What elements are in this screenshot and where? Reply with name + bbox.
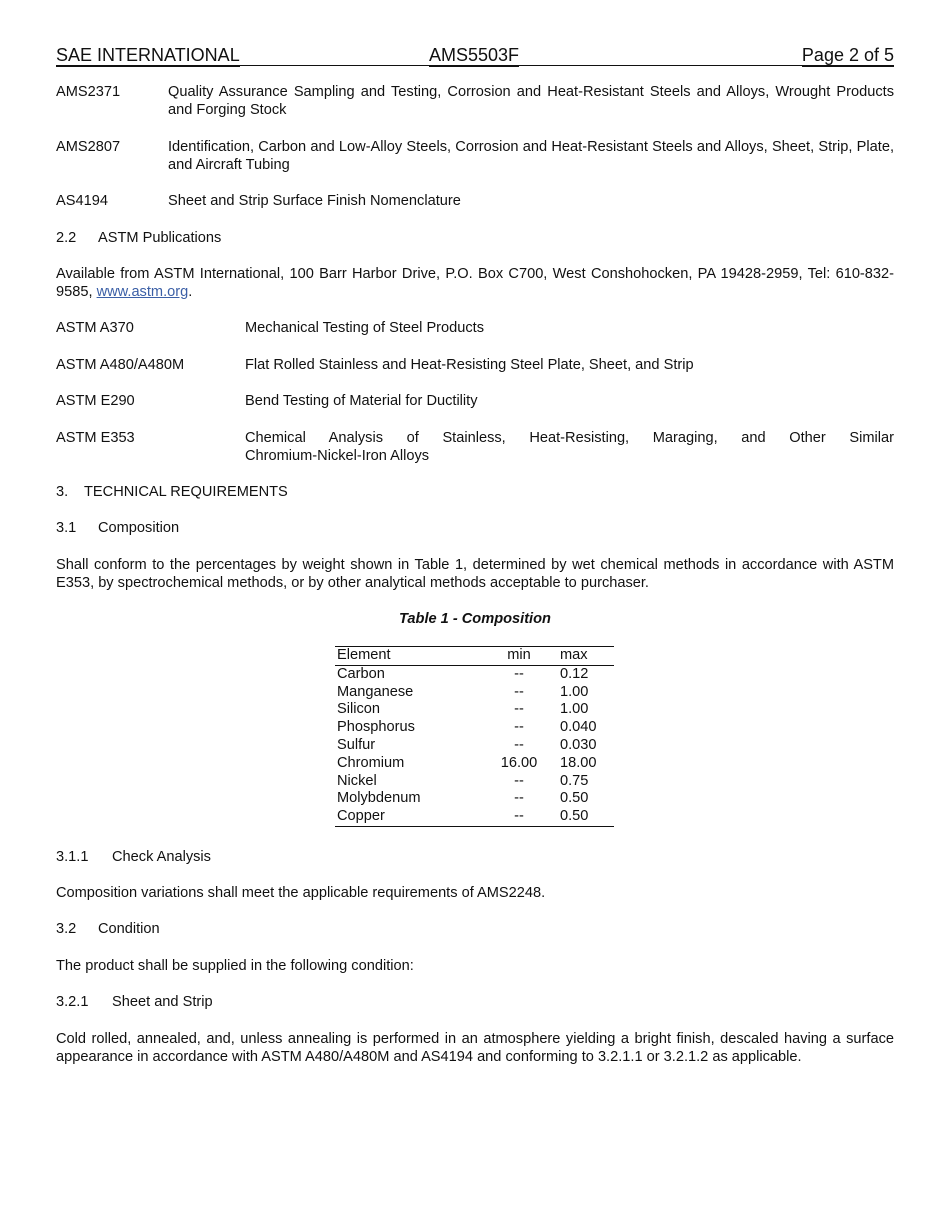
ref-title: Flat Rolled Stainless and Heat-Resisting Steel Plate, Sheet, and Strip [245, 357, 694, 373]
section-number: 3.2 [56, 921, 77, 937]
cell-max: 0.030 [560, 736, 597, 753]
section-number: 3.2.1 [56, 994, 89, 1010]
header-doc-number: AMS5503F [429, 45, 520, 65]
cell-max: 1.00 [560, 701, 589, 718]
astm-availability-paragraph [56, 265, 894, 301]
table-row [335, 808, 614, 826]
ref-ams2807 [56, 138, 894, 174]
page-header [56, 44, 894, 66]
cell-max: 0.12 [560, 665, 589, 682]
ref-code: AMS2807 [56, 139, 121, 155]
sheet-strip-paragraph: Cold rolled, annealed, and, unless annealing is performed in an atmosphere yielding a bright finish, descaled having a surface appearance in accordance with ASTM A480/A480M and AS4194 and conforming to 3.2.1.1 or 3.2.1.2 as applicable. [56, 1031, 894, 1065]
table-1-caption: Table 1 - Composition [399, 611, 551, 627]
cell-max: 0.50 [560, 790, 589, 807]
cell-element: Carbon [337, 665, 385, 682]
ref-ams2371 [56, 83, 894, 119]
ref-code: ASTM A480/A480M [56, 357, 185, 373]
table-header-row [335, 647, 614, 666]
section-3-2-1-heading [56, 993, 894, 1011]
column-header-element: Element [337, 647, 391, 663]
table-row [335, 755, 614, 773]
table-row [335, 684, 614, 702]
table-row [335, 701, 614, 719]
section-title: Sheet and Strip [112, 994, 213, 1010]
cell-max: 18.00 [560, 754, 597, 771]
cell-min: -- [514, 808, 524, 825]
section-3-1-heading [56, 519, 894, 537]
ref-code: ASTM A370 [56, 320, 134, 336]
table-row [335, 737, 614, 755]
section-number: 3.1 [56, 520, 77, 536]
cell-element: Copper [337, 808, 385, 825]
section-title: Composition [98, 520, 180, 536]
check-analysis-paragraph: Composition variations shall meet the applicable requirements of AMS2248. [56, 885, 546, 901]
section-title: Check Analysis [112, 849, 211, 865]
section-number: 3. [56, 484, 69, 500]
cell-max: 0.040 [560, 719, 597, 736]
ref-title: Bend Testing of Material for Ductility [245, 393, 478, 409]
ref-code: ASTM E290 [56, 393, 135, 409]
cell-min: -- [514, 719, 524, 736]
section-title: TECHNICAL REQUIREMENTS [84, 484, 288, 500]
condition-paragraph: The product shall be supplied in the following condition: [56, 958, 414, 974]
cell-min: -- [514, 665, 524, 682]
cell-min: 16.00 [500, 754, 538, 771]
section-title: ASTM Publications [98, 230, 222, 246]
composition-table [335, 646, 614, 827]
ref-title: Sheet and Strip Surface Finish Nomenclature [168, 193, 461, 209]
cell-element: Phosphorus [337, 719, 415, 736]
astm-address-text: Available from ASTM International, 100 Barr Harbor Drive, P.O. Box C700, West Conshohocken, PA 19428-2959, Tel: 610-832-9585, [56, 266, 894, 300]
cell-element: Nickel [337, 772, 377, 789]
table-row [335, 773, 614, 791]
section-3-heading [56, 483, 894, 501]
ref-code: AS4194 [56, 193, 108, 209]
astm-website-link[interactable]: www.astm.org [96, 284, 189, 300]
section-title: Condition [98, 921, 160, 937]
table-row [335, 665, 614, 683]
ref-title: Mechanical Testing of Steel Products [245, 320, 485, 336]
table-row [335, 790, 614, 808]
column-header-min: min [507, 647, 531, 663]
ref-astm-a370 [56, 319, 894, 337]
ref-title: Identification, Carbon and Low-Alloy Steels, Corrosion and Heat-Resistant Steels and Alloys, Sheet, Strip, Plate, and Aircraft Tubing [168, 139, 894, 173]
section-3-1-1-heading [56, 848, 894, 866]
table-row [335, 719, 614, 737]
cell-min: -- [514, 790, 524, 807]
ref-title [245, 429, 894, 465]
cell-min: -- [514, 701, 524, 718]
cell-element: Manganese [337, 683, 414, 700]
ref-code: AMS2371 [56, 84, 121, 100]
column-header-max: max [560, 647, 588, 663]
cell-max: 0.75 [560, 772, 589, 789]
ref-title-line-2: Chromium-Nickel-Iron Alloys [245, 448, 430, 464]
cell-max: 0.50 [560, 808, 589, 825]
cell-element: Sulfur [337, 736, 376, 753]
header-page-number: Page 2 of 5 [801, 45, 894, 65]
section-3-2-heading [56, 920, 894, 938]
section-number: 3.1.1 [56, 849, 89, 865]
astm-address-tail: . [188, 284, 193, 300]
cell-element: Chromium [337, 754, 405, 771]
ref-astm-e353 [56, 429, 894, 465]
cell-element: Silicon [337, 701, 380, 718]
ref-astm-e290 [56, 392, 894, 410]
section-2-2-heading [56, 229, 894, 247]
ref-title: Quality Assurance Sampling and Testing, Corrosion and Heat-Resistant Steels and Alloys, Wrought Products and Forging Stock [168, 84, 894, 118]
section-number: 2.2 [56, 230, 77, 246]
ref-title-line-1: Chemical Analysis of Stainless, Heat-Resisting, Maraging, and Other Similar [245, 430, 894, 446]
ref-astm-a480 [56, 356, 894, 374]
ref-as4194 [56, 192, 894, 210]
header-org: SAE INTERNATIONAL [56, 45, 240, 65]
cell-max: 1.00 [560, 683, 589, 700]
cell-min: -- [514, 683, 524, 700]
cell-element: Molybdenum [337, 790, 421, 807]
cell-min: -- [514, 772, 524, 789]
composition-paragraph: Shall conform to the percentages by weight shown in Table 1, determined by wet chemical methods in accordance with ASTM E353, by spectrochemical methods, or by other analytical methods acceptable to purchaser. [56, 557, 894, 591]
cell-min: -- [514, 736, 524, 753]
ref-code: ASTM E353 [56, 430, 135, 446]
